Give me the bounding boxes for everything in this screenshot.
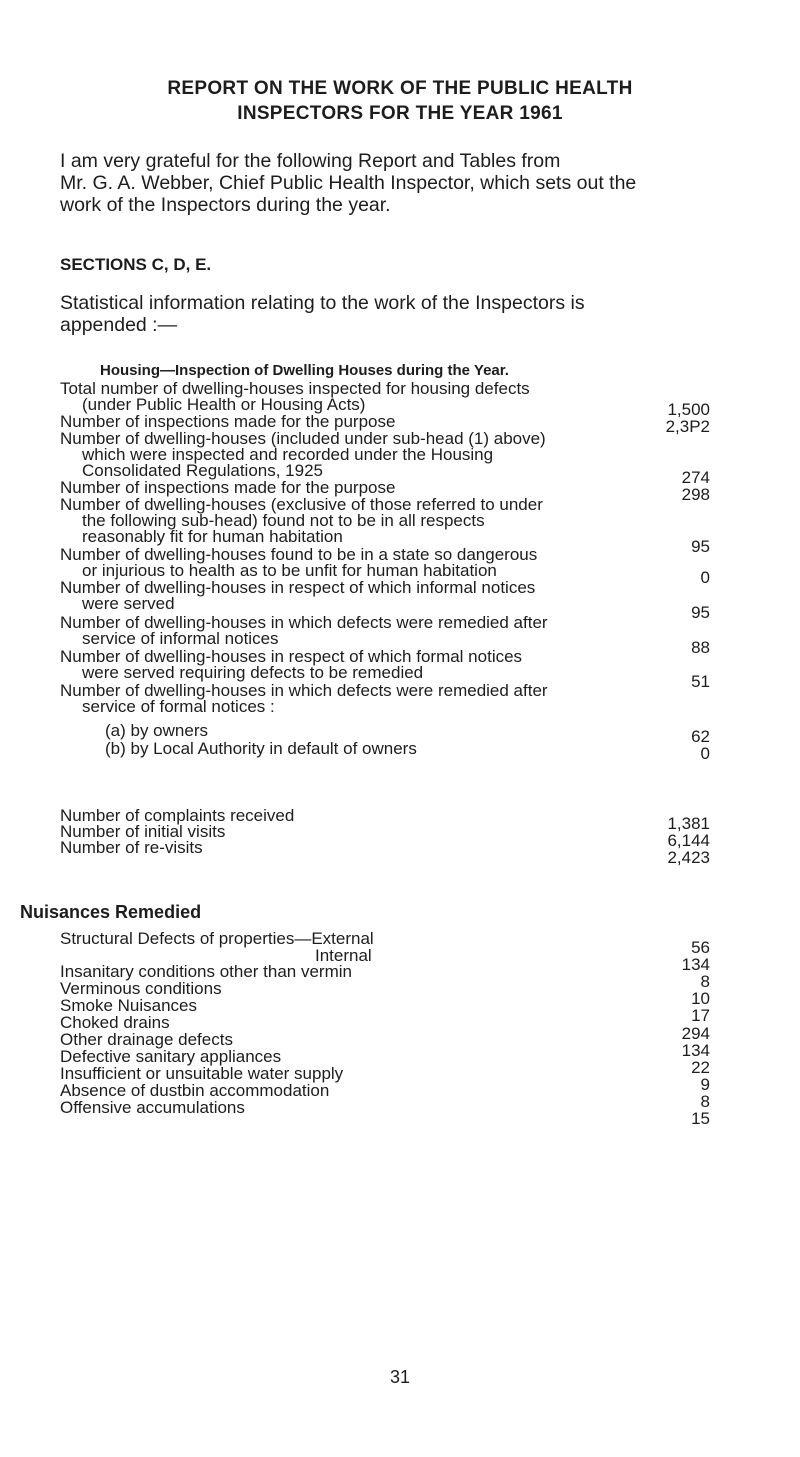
housing-row-2: Number of inspections made for the purpose [60,412,396,431]
nuisance-value-2: 134 [681,955,710,974]
housing-row-1-line-2: (under Public Health or Housing Acts) [82,395,366,414]
housing-row-4: Number of inspections made for the purpose [60,478,396,497]
intro-paragraph [60,150,740,216]
intro-line-3: work of the Inspectors during the year. [60,194,391,216]
stat-intro-line-2: appended :— [60,314,178,336]
housing-row-3-line-3: Consolidated Regulations, 1925 [82,461,324,480]
nuisance-row-8: Defective sanitary appliances [60,1047,282,1066]
housing-value-10-owners: 62 [691,727,710,746]
housing-row-3-line-2: which were inspected and recorded under the Housing [82,445,494,464]
housing-value-3: 274 [681,468,710,487]
nuisance-row-9: Insufficient or unsuitable water supply [60,1064,344,1083]
intro-line-1: I am very grateful for the following Report and Tables from [60,150,561,172]
housing-row-9-line-1: Number of dwelling-houses in respect of which formal notices [60,647,523,666]
housing-row-7-line-1: Number of dwelling-houses in respect of which informal notices [60,578,536,597]
housing-row-5-line-3: reasonably fit for human habitation [82,527,343,546]
housing-row-5-line-1: Number of dwelling-houses (exclusive of those referred to under [60,495,543,514]
nuisance-value-11: 15 [691,1109,710,1128]
nuisance-row-11: Offensive accumulations [60,1098,245,1117]
housing-value-6: 0 [700,568,710,587]
nuisance-value-7: 134 [681,1041,710,1060]
nuisance-row-6: Choked drains [60,1013,170,1032]
housing-row-6-line-2: or injurious to health as to be unfit for human habitation [82,561,497,580]
nuisances-heading: Nuisances Remedied [20,902,202,922]
nuisance-value-8: 22 [691,1058,710,1077]
housing-value-8: 88 [691,638,710,657]
report-title-line-2: INSPECTORS FOR THE YEAR 1961 [237,103,563,124]
housing-row-5-line-2: the following sub-head) found not to be in all respects [82,511,485,530]
complaints-value-1: 1,381 [667,814,710,833]
housing-row-8-line-1: Number of dwelling-houses in which defects were remedied after [60,613,548,632]
complaints-row-3: Number of re-visits [60,838,203,857]
nuisance-value-10: 8 [700,1092,710,1111]
nuisance-row-3: Insanitary conditions other than vermin [60,962,352,981]
housing-value-5: 95 [691,537,710,556]
intro-line-2: Mr. G. A. Webber, Chief Public Health Inspector, which sets out the [60,172,637,194]
housing-row-6-line-1: Number of dwelling-houses found to be in a state so dangerous [60,545,538,564]
housing-row-9-line-2: were served requiring defects to be remedied [82,663,424,682]
housing-row-8-line-2: service of informal notices [82,629,279,648]
housing-value-1: 1,500 [667,400,710,419]
nuisance-row-1: Structural Defects of properties—External [60,929,374,948]
housing-value-10-local-authority: 0 [700,744,710,763]
report-title-line-1: REPORT ON THE WORK OF THE PUBLIC HEALTH [167,78,633,99]
nuisance-value-1: 56 [691,938,710,957]
nuisance-row-7: Other drainage defects [60,1030,233,1049]
housing-row-10-owners: (a) by owners [105,721,208,740]
nuisance-value-4: 10 [691,989,710,1008]
nuisance-row-4: Verminous conditions [60,979,222,998]
complaints-row-1: Number of complaints received [60,806,295,825]
housing-value-4: 298 [681,485,710,504]
nuisance-value-6: 294 [681,1024,710,1043]
housing-row-7-line-2: were served [82,594,175,613]
housing-row-10-line-2: service of formal notices : [82,697,275,716]
page-number: 31 [389,1367,411,1387]
nuisance-row-5: Smoke Nuisances [60,996,198,1015]
stat-intro-line-1: Statistical information relating to the work of the Inspectors is [60,292,585,314]
housing-value-9: 51 [691,672,710,691]
nuisance-value-3: 8 [700,972,710,991]
sections-heading: SECTIONS C, D, E. [60,255,212,274]
housing-value-7: 95 [691,603,710,622]
housing-value-2: 2,3P2 [665,417,710,436]
complaints-value-3: 2,423 [667,848,710,867]
nuisance-value-5: 17 [691,1006,710,1025]
housing-row-10-local-authority: (b) by Local Authority in default of owners [105,739,417,758]
housing-row-1-line-1: Total number of dwelling-houses inspected for housing defects [60,379,530,398]
nuisance-row-10: Absence of dustbin accommodation [60,1081,330,1100]
statistical-intro [60,292,740,336]
housing-row-10-line-1: Number of dwelling-houses in which defects were remedied after [60,681,548,700]
housing-row-3-line-1: Number of dwelling-houses (included under sub-head (1) above) [60,429,546,448]
nuisance-value-9: 9 [700,1075,710,1094]
complaints-value-2: 6,144 [667,831,710,850]
nuisance-row-2: Internal [315,946,372,965]
complaints-row-2: Number of initial visits [60,822,226,841]
housing-heading: Housing—Inspection of Dwelling Houses during the Year. [100,362,509,379]
